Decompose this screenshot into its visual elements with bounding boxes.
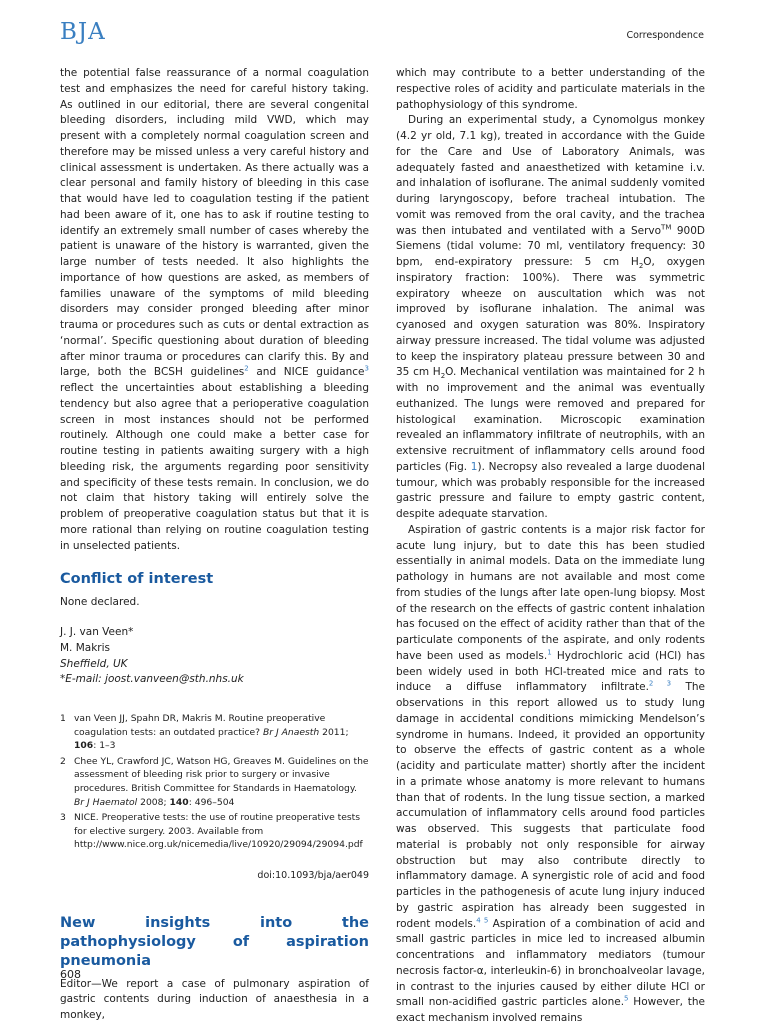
doi: doi:10.1093/bja/aer049 bbox=[257, 869, 369, 881]
conflict-text: None declared. bbox=[60, 596, 140, 609]
author-name: J. J. van Veen* bbox=[60, 626, 134, 638]
section-name: Correspondence bbox=[626, 30, 704, 41]
journal-logo: BJA bbox=[60, 19, 106, 45]
figure-link[interactable]: 1 bbox=[470, 460, 478, 473]
reference-item: 3 NICE. Preoperative tests: the use of routine preoperative tests for elective surgery. 2003. Available from http://www.nice.org.uk/nicemedia/live/10920/29094/29094.pdf bbox=[60, 811, 369, 852]
right-column bbox=[396, 66, 705, 1027]
body-paragraph: which may contribute to a better understanding of the respective roles of acidity and particulate materials in the pathophysiology of this syndrome. bbox=[396, 67, 705, 111]
article-heading: New insights into the pathophysiology of aspiration pneumonia bbox=[60, 914, 369, 969]
author-name: M. Makris bbox=[60, 641, 111, 654]
reference-item: 2 Chee YL, Crawford JC, Watson HG, Greaves M. Guidelines on the assessment of bleeding risk prior to surgery or invasive procedures. British Committee for Standards in Haematology. Br J Haematol 2008; 140: 496–504 bbox=[60, 755, 369, 808]
reference-list bbox=[60, 712, 369, 852]
page-number: 608 bbox=[60, 968, 81, 981]
reference-link[interactable]: 1 bbox=[547, 648, 552, 657]
conflict-heading: Conflict of interest bbox=[60, 571, 214, 588]
reference-link[interactable]: 2 3 bbox=[648, 679, 672, 688]
author-location: Sheffield, UK bbox=[60, 657, 128, 670]
body-paragraph: the potential false reassurance of a normal coagulation test and emphasizes the need for careful history taking. As outlined in our editorial, there are several congenital bleeding disorders, including mild VWD, which may present with a completely normal coagulation screen and therefore may be missed unless a very careful history and clinical assessment is undertaken. As there actually was a clear personal and family history of bleeding in this case that would have led to coagulation testing if the patient had been aware of it, one has to ask if routine testing to identify an extremely small number of cases whereby the patient is unaware of the history is warranted, given the large number of tests needed. It also highlights the importance of how questions are asked, as members of families unaware of the symptoms of mild bleeding disorders may consider pronged bleeding after minor trauma or procedures such as cuts or dental extraction as ‘normal’. Specific questioning about duration of bleeding after minor trauma or procedures can clarify this. By and large, both the BCSH guidelines$^2$ and NICE guidance$^3$ reflect the uncertainties about establishing a bleeding tendency but also agree that a perioperative coagulation screen in most instances should not be performed routinely. Although one could make a better case for routine testing in patients awaiting surgery with a high bleeding risk, the arguments regarding poor sensitivity and specificity of these tests remain. In conclusion, we do not claim that history taking will entirely solve the problem of preoperative coagulation status but that it is more rational than relying on routine coagulation testing in unselected patients. bbox=[60, 67, 369, 552]
reference-link[interactable]: 5 bbox=[624, 994, 629, 1003]
reference-link[interactable]: 4 5 bbox=[476, 916, 489, 924]
article-intro: Editor—We report a case of pulmonary aspiration of gastric contents during induction of anaesthesia in a monkey, bbox=[60, 977, 369, 1022]
reference-item: 1 van Veen JJ, Spahn DR, Makris M. Routine preoperative coagulation tests: an outdated practice? Br J Anaesth 2011; 106: 1–3 bbox=[60, 713, 349, 752]
body-paragraph: During an experimental study, a Cynomolgus monkey (4.2 yr old, 7.1 kg), treated in accordance with the Guide for the Care and Use of Laboratory Animals, was adequately fasted and anaesthetized with ketamine i.v. and inhalation of isoflurane. The animal suddenly vomited during laryngoscopy, before tracheal intubation. The vomit was removed from the oral cavity, and the trachea was then intubated and ventilated with a Servo™ 900D Siemens (tidal volume: 70 ml, ventilatory frequency: 30 bpm, end-expiratory pressure: 5 cm $H_2O$, oxygen inspiratory fraction: 100%). There was symmetric expiratory wheeze on auscultation which was not improved by isoflurane inhalation. The animal was cyanosed and oxygen saturation was 80%. Inspiratory airway pressure increased. The tidal volume was adjusted to keep the inspiratory plateau pressure between 30 and 35 cm $H_2O$. Mechanical ventilation was maintained for 2 h with no improvement and the animal was eventually euthanized. The lungs were removed and prepared for histological examination. Microscopic examination revealed an inflammatory infiltrate of neutrophils, with an extensive recruitment of inflammatory cells around food particles (Fig. 1). Necropsy also revealed a large duodenal tumour, which was probably responsible for the increased gastric pressure and failure to empty gastric content, despite adequate starvation. bbox=[396, 114, 706, 520]
author-email[interactable]: *E-mail: joost.vanveen@sth.nhs.uk bbox=[60, 673, 244, 686]
reference-link[interactable]: 3 bbox=[364, 364, 369, 373]
left-column bbox=[60, 66, 369, 1024]
reference-link[interactable]: NICE. Preoperative tests: the use of routine preoperative tests for elective surgery. 2003. Available from http://www.nice.org.uk/nicemedia/live/10920/29094/29094.pdf bbox=[74, 812, 363, 851]
page-header bbox=[0, 0, 768, 50]
reference-link[interactable]: 2 bbox=[244, 364, 249, 373]
body-paragraph: Aspiration of gastric contents is a major risk factor for acute lung injury, but to date this has been studied essentially in animal models. Data on the immediate lung pathology in humans are not available and most come from studies of the lungs after late open-lung biopsy. Most of the research on the effects of gastric content inhalation has focused on the effect of acidity rather than that of the particulate components of the aspirate, and only rodents have been used as models.$^1$ Hydrochloric acid (HCl) has been widely used in both HCl-treated mice and rats to induce a diffuse inflammatory infiltrate.$^{2 3}$ The observations in this report allowed us to study lung damage in accidental conditions mimicking Mendelson’s syndrome in humans. Indeed, it provided an opportunity to observe the effects of gastric content as a whole (acidity and particulate matter) shortly after the incident in a primate whose anatomy is more relevant to humans than that of rodents. In the lung tissue section, a marked accumulation of inflammatory cells around food particles was observed. This suggests that particulate food material is probably not only responsible for airway obstruction but may also contribute directly to inflammatory damage. A synergistic role of acid and food particles in the pathogenesis of acute lung injury induced by gastric aspiration has already been suggested in rodent models.$^{4 5}$ Aspiration of a combination of acid and small gastric particles in mice led to increased albumin concentrations and inflammatory mediators (tumour necrosis factor-α, interleukin-6) in bronchoalveolar lavage, in contrast to the injuries caused by either dilute HCl or small non-acidified gastric particles alone.$^5$ However, the exact mechanism involved remains bbox=[396, 523, 705, 1024]
author-block bbox=[60, 625, 369, 688]
